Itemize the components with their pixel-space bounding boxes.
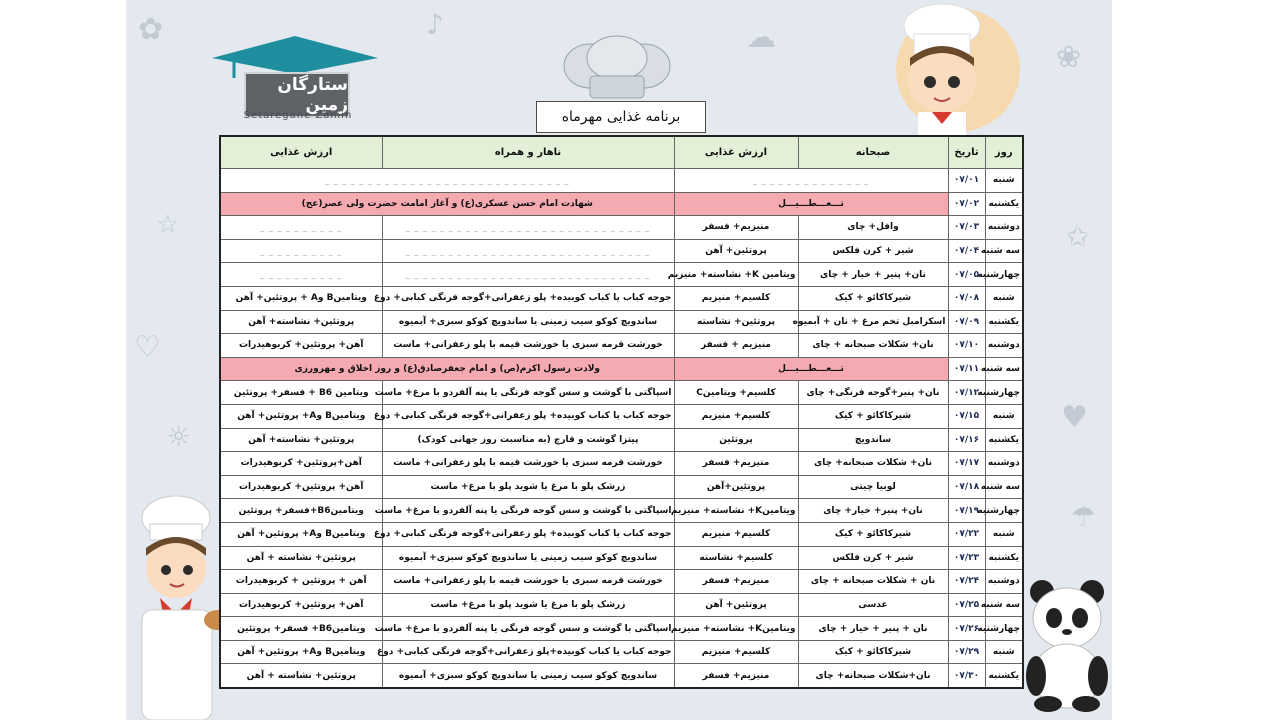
row-lunch: اسپاگتی با گوشت و سس گوجه فرنگی یا پنه آلفردو با مرغ+ ماست bbox=[382, 499, 674, 523]
table-row bbox=[220, 263, 1023, 287]
row-day: سه شنبه bbox=[985, 239, 1023, 263]
table-row bbox=[220, 169, 1023, 193]
row-day: شنبه bbox=[985, 522, 1023, 546]
row-date: ۰۷/۰۴ bbox=[948, 239, 985, 263]
row-breakfast: نان + پنیر + خیار + چای bbox=[798, 617, 948, 641]
row-lunch: خورشت قرمه سبزی یا خورشت قیمه با پلو زعفرانی+ ماست bbox=[382, 334, 674, 358]
doodle-sun-icon: ☼ bbox=[166, 420, 192, 453]
row-breakfast: نان+ پنیر+گوجه فرنگی+ چای bbox=[798, 381, 948, 405]
row-breakfast-value: منیزیم+ فسفر bbox=[674, 216, 798, 240]
row-breakfast-value: کلسیم+ ویتامینC bbox=[674, 381, 798, 405]
doodle-note-icon: ♪ bbox=[426, 8, 444, 41]
table-row bbox=[220, 499, 1023, 523]
row-lunch: زرشک پلو با مرغ یا شوید پلو با مرغ+ ماست bbox=[382, 593, 674, 617]
row-breakfast-value: کلسیم+ منیزیم bbox=[674, 640, 798, 664]
chef-hat-icon bbox=[560, 36, 674, 100]
row-breakfast: نان+ پنیر+ خیار+ چای bbox=[798, 499, 948, 523]
holiday-note: ولادت رسول اکرم(ص) و امام جعفرصادق(ع) و روز اخلاق و مهرورزی bbox=[220, 357, 674, 381]
row-date: ۰۷/۲۶ bbox=[948, 617, 985, 641]
row-date: ۰۷/۰۱ bbox=[948, 169, 985, 193]
page-title: برنامه غذایی مهرماه bbox=[536, 101, 706, 133]
row-day: سه شنبه bbox=[985, 357, 1023, 381]
table-row bbox=[220, 310, 1023, 334]
row-lunch: پیتزا گوشت و قارچ (به مناسبت روز جهانی کودک) bbox=[382, 428, 674, 452]
row-day: دوشنبه bbox=[985, 452, 1023, 476]
row-breakfast: وافل+ چای bbox=[798, 216, 948, 240]
row-date: ۰۷/۱۱ bbox=[948, 357, 985, 381]
row-lunch-value-empty: _ _ _ _ _ _ _ _ _ _ bbox=[220, 239, 382, 263]
row-breakfast-value: پروتئین+ آهن bbox=[674, 593, 798, 617]
holiday-closed-label: تـــعـــطـــیـــل bbox=[674, 357, 948, 381]
table-row bbox=[220, 334, 1023, 358]
row-lunch-empty: _ _ _ _ _ _ _ _ _ _ _ _ _ _ _ _ _ _ _ _ _ _ _ _ _ _ _ _ _ bbox=[382, 263, 674, 287]
row-lunch: ساندویچ کوکو سیب زمینی یا ساندویچ کوکو سبزی+ آبمیوه bbox=[382, 546, 674, 570]
row-day: شنبه bbox=[985, 404, 1023, 428]
table-row bbox=[220, 664, 1023, 688]
row-lunch-value: پروتئین+ نشاسته+ آهن bbox=[220, 310, 382, 334]
row-breakfast-empty: _ _ _ _ _ _ _ _ _ _ _ _ _ _ bbox=[674, 169, 948, 193]
row-lunch-value-empty: _ _ _ _ _ _ _ _ _ _ bbox=[220, 216, 382, 240]
row-lunch-value: آهن+ پروتئین+ کربوهیدرات bbox=[220, 593, 382, 617]
row-breakfast: لوبیا چیتی bbox=[798, 475, 948, 499]
row-breakfast-value: ویتامین K+ نشاسته+ منیزیم bbox=[674, 263, 798, 287]
table-row bbox=[220, 452, 1023, 476]
doodle-heart2-icon: ♥ bbox=[1061, 400, 1088, 435]
header-lunch-value: ارزش غذایی bbox=[220, 136, 382, 169]
table-row bbox=[220, 617, 1023, 641]
row-date: ۰۷/۰۸ bbox=[948, 286, 985, 310]
doodle-star-icon: ☆ bbox=[156, 210, 180, 240]
row-breakfast: نان+ پنیر + خیار + چای bbox=[798, 263, 948, 287]
row-day: یکشنبه bbox=[985, 428, 1023, 452]
row-lunch-value: آهن+ پروتئین+ کربوهیدرات bbox=[220, 475, 382, 499]
row-lunch-value: پروتئین+ نشاسته + آهن bbox=[220, 546, 382, 570]
table-row bbox=[220, 546, 1023, 570]
table-row-holiday bbox=[220, 192, 1023, 216]
row-day: دوشنبه bbox=[985, 216, 1023, 240]
row-lunch: اسپاگتی با گوشت و سس گوجه فرنگی یا پنه آلفردو با مرغ+ ماست bbox=[382, 381, 674, 405]
row-lunch: جوجه کباب یا کباب کوبیده+ پلو زعفرانی+گوجه فرنگی کبابی+ دوغ bbox=[382, 286, 674, 310]
row-breakfast-value: ویتامینK+ نشاسته+ منیزیم bbox=[674, 499, 798, 523]
row-breakfast-value: منیزیم+ فسفر bbox=[674, 570, 798, 594]
logo-latin: Setaregane Zamin bbox=[243, 110, 353, 121]
row-day: یکشنبه bbox=[985, 546, 1023, 570]
row-lunch-value: آهن + پروتئین + کربوهیدرات bbox=[220, 570, 382, 594]
row-lunch-value-empty: _ _ _ _ _ _ _ _ _ _ bbox=[220, 263, 382, 287]
row-breakfast: شیر + کرن فلکس bbox=[798, 239, 948, 263]
row-breakfast: اسکرامبل تخم مرغ + نان + آبمیوه bbox=[798, 310, 948, 334]
row-day: یکشنبه bbox=[985, 664, 1023, 688]
row-lunch-value: ویتامین B6 + فسفر+ پروتئین bbox=[220, 381, 382, 405]
row-lunch: جوجه کباب یا کباب کوبیده+ پلو زعفرانی+گوجه فرنگی کبابی+ دوغ bbox=[382, 404, 674, 428]
row-breakfast-value: منیزیم+ فسفر bbox=[674, 452, 798, 476]
row-day: سه شنبه bbox=[985, 475, 1023, 499]
row-lunch: ساندویچ کوکو سیب زمینی یا ساندویچ کوکو سبزی+ آبمیوه bbox=[382, 310, 674, 334]
row-date: ۰۷/۳۰ bbox=[948, 664, 985, 688]
table-row bbox=[220, 404, 1023, 428]
row-lunch-value: آهن+ پروتئین+ کربوهیدرات bbox=[220, 334, 382, 358]
row-date: ۰۷/۰۳ bbox=[948, 216, 985, 240]
table-row-holiday bbox=[220, 357, 1023, 381]
header-breakfast: صبحانه bbox=[798, 136, 948, 169]
row-day: دوشنبه bbox=[985, 334, 1023, 358]
row-lunch-value: ویتامینB6+ فسفر+ پروتئین bbox=[220, 617, 382, 641]
header-breakfast-value: ارزش غذایی bbox=[674, 136, 798, 169]
row-breakfast-value: کلسیم+ نشاسته bbox=[674, 546, 798, 570]
table-row bbox=[220, 428, 1023, 452]
panda-illustration-icon bbox=[1022, 572, 1112, 712]
header-lunch: ناهار و همراه bbox=[382, 136, 674, 169]
row-date: ۰۷/۱۶ bbox=[948, 428, 985, 452]
row-breakfast-value: ویتامینK+ نشاسته+ منیزیم bbox=[674, 617, 798, 641]
row-breakfast: شیرکاکائو + کیک bbox=[798, 640, 948, 664]
row-date: ۰۷/۱۷ bbox=[948, 452, 985, 476]
table-row bbox=[220, 216, 1023, 240]
row-lunch-value: ویتامینB وA + پروتئین+ آهن bbox=[220, 286, 382, 310]
header-date: تاریخ bbox=[948, 136, 985, 169]
doodle-heart-icon: ♡ bbox=[134, 330, 161, 365]
row-breakfast-value: کلسیم+ منیزیم bbox=[674, 522, 798, 546]
holiday-closed-label: تـــعـــطـــیـــل bbox=[674, 192, 948, 216]
table-row bbox=[220, 593, 1023, 617]
row-date: ۰۷/۲۵ bbox=[948, 593, 985, 617]
header-day: روز bbox=[985, 136, 1023, 169]
menu-table bbox=[219, 135, 1024, 689]
row-date: ۰۷/۰۹ bbox=[948, 310, 985, 334]
row-breakfast-value: پروتئین bbox=[674, 428, 798, 452]
row-breakfast-value: منیزیم + فسفر bbox=[674, 334, 798, 358]
logo bbox=[210, 34, 380, 124]
row-day: شنبه bbox=[985, 640, 1023, 664]
row-lunch-value: ویتامینB6+فسفر+ پروتئین bbox=[220, 499, 382, 523]
row-date: ۰۷/۲۳ bbox=[948, 546, 985, 570]
row-date: ۰۷/۰۲ bbox=[948, 192, 985, 216]
row-date: ۰۷/۲۹ bbox=[948, 640, 985, 664]
row-breakfast: شیر + کرن فلکس bbox=[798, 546, 948, 570]
row-breakfast-value: کلسیم+ منیزیم bbox=[674, 404, 798, 428]
row-lunch-value: ویتامینB وA+ پروتئین+ آهن bbox=[220, 404, 382, 428]
row-breakfast: ساندویچ bbox=[798, 428, 948, 452]
row-date: ۰۷/۱۸ bbox=[948, 475, 985, 499]
chef-illustration-icon bbox=[862, 0, 1022, 140]
slide bbox=[126, 0, 1112, 720]
row-day: سه شنبه bbox=[985, 593, 1023, 617]
row-breakfast: نان+شکلات صبحانه+ چای bbox=[798, 664, 948, 688]
row-date: ۰۷/۱۲ bbox=[948, 381, 985, 405]
row-breakfast: نان+ شکلات صبحانه + چای bbox=[798, 334, 948, 358]
row-lunch: جوجه کباب یا کباب کوبیده+پلو زعفرانی+گوجه فرنگی کبابی+ دوغ bbox=[382, 640, 674, 664]
row-breakfast-value: پروتئین+ آهن bbox=[674, 239, 798, 263]
table-header-row bbox=[220, 136, 1023, 169]
row-breakfast: شیرکاکائو + کیک bbox=[798, 286, 948, 310]
row-date: ۰۷/۱۰ bbox=[948, 334, 985, 358]
row-lunch: خورشت قرمه سبزی یا خورشت قیمه با پلو زعفرانی+ ماست bbox=[382, 452, 674, 476]
row-breakfast-value: منیزیم+ فسفر bbox=[674, 664, 798, 688]
doodle-star2-icon: ✩ bbox=[1066, 220, 1090, 253]
row-lunch-empty: _ _ _ _ _ _ _ _ _ _ _ _ _ _ _ _ _ _ _ _ _ _ _ _ _ _ _ _ _ bbox=[382, 239, 674, 263]
row-lunch-value: ویتامینB وA+ پروتئین+ آهن bbox=[220, 522, 382, 546]
row-lunch: ساندویچ کوکو سیب زمینی یا ساندویچ کوکو سبزی+ آبمیوه bbox=[382, 664, 674, 688]
table-row bbox=[220, 522, 1023, 546]
table-row bbox=[220, 239, 1023, 263]
row-date: ۰۷/۲۲ bbox=[948, 522, 985, 546]
row-date: ۰۷/۱۵ bbox=[948, 404, 985, 428]
row-date: ۰۷/۰۵ bbox=[948, 263, 985, 287]
row-day: چهارشنبه bbox=[985, 499, 1023, 523]
row-day: چهارشنبه bbox=[985, 617, 1023, 641]
row-lunch: جوجه کباب یا کباب کوبیده+ پلو زعفرانی+گوجه فرنگی کبابی+ دوغ bbox=[382, 522, 674, 546]
row-lunch-value: آهن+پروتئین+ کربوهیدرات bbox=[220, 452, 382, 476]
row-day: شنبه bbox=[985, 286, 1023, 310]
doodle-fish-icon: ✿ bbox=[138, 12, 164, 47]
row-day: یکشنبه bbox=[985, 310, 1023, 334]
row-lunch-value: پروتئین+ نشاسته + آهن bbox=[220, 664, 382, 688]
row-lunch-empty: _ _ _ _ _ _ _ _ _ _ _ _ _ _ _ _ _ _ _ _ _ _ _ _ _ _ _ _ _ bbox=[220, 169, 674, 193]
row-breakfast: شیرکاکائو + کیک bbox=[798, 522, 948, 546]
table-row bbox=[220, 570, 1023, 594]
row-lunch: زرشک پلو با مرغ یا شوید پلو با مرغ+ ماست bbox=[382, 475, 674, 499]
doodle-flower-icon: ❀ bbox=[1056, 40, 1082, 75]
row-lunch-value: ویتامینB وA+ پروتئین+ آهن bbox=[220, 640, 382, 664]
row-day: چهارشنبه bbox=[985, 381, 1023, 405]
holiday-note: شهادت امام حسن عسکری(ع) و آغاز امامت حضرت ولی عصر(عج) bbox=[220, 192, 674, 216]
logo-name: ستارگان زمین bbox=[244, 72, 350, 118]
row-breakfast: نان + شکلات صبحانه + چای bbox=[798, 570, 948, 594]
table-row bbox=[220, 381, 1023, 405]
table-row bbox=[220, 640, 1023, 664]
row-lunch: اسپاگتی با گوشت و سس گوجه فرنگی یا پنه آلفردو با مرغ+ ماست bbox=[382, 617, 674, 641]
table-row bbox=[220, 475, 1023, 499]
row-date: ۰۷/۱۹ bbox=[948, 499, 985, 523]
row-lunch-empty: _ _ _ _ _ _ _ _ _ _ _ _ _ _ _ _ _ _ _ _ _ _ _ _ _ _ _ _ _ bbox=[382, 216, 674, 240]
doodle-umbrella-icon: ☂ bbox=[1071, 500, 1097, 533]
doodle-cloud-icon: ☁ bbox=[746, 20, 776, 55]
row-breakfast: عدسی bbox=[798, 593, 948, 617]
row-day: دوشنبه bbox=[985, 570, 1023, 594]
row-lunch-value: پروتئین+ نشاسته+ آهن bbox=[220, 428, 382, 452]
table-row bbox=[220, 286, 1023, 310]
row-breakfast: شیرکاکائو + کیک bbox=[798, 404, 948, 428]
row-day: شنبه bbox=[985, 169, 1023, 193]
row-lunch: خورشت قرمه سبزی یا خورشت قیمه با پلو زعفرانی+ ماست bbox=[382, 570, 674, 594]
row-date: ۰۷/۲۴ bbox=[948, 570, 985, 594]
row-breakfast-value: پروتئین+ نشاسته bbox=[674, 310, 798, 334]
row-day: یکشنبه bbox=[985, 192, 1023, 216]
row-breakfast: نان+ شکلات صبحانه+ چای bbox=[798, 452, 948, 476]
row-breakfast-value: پروتئین+آهن bbox=[674, 475, 798, 499]
row-day: چهارشنبه bbox=[985, 263, 1023, 287]
row-breakfast-value: کلسیم+ منیزیم bbox=[674, 286, 798, 310]
